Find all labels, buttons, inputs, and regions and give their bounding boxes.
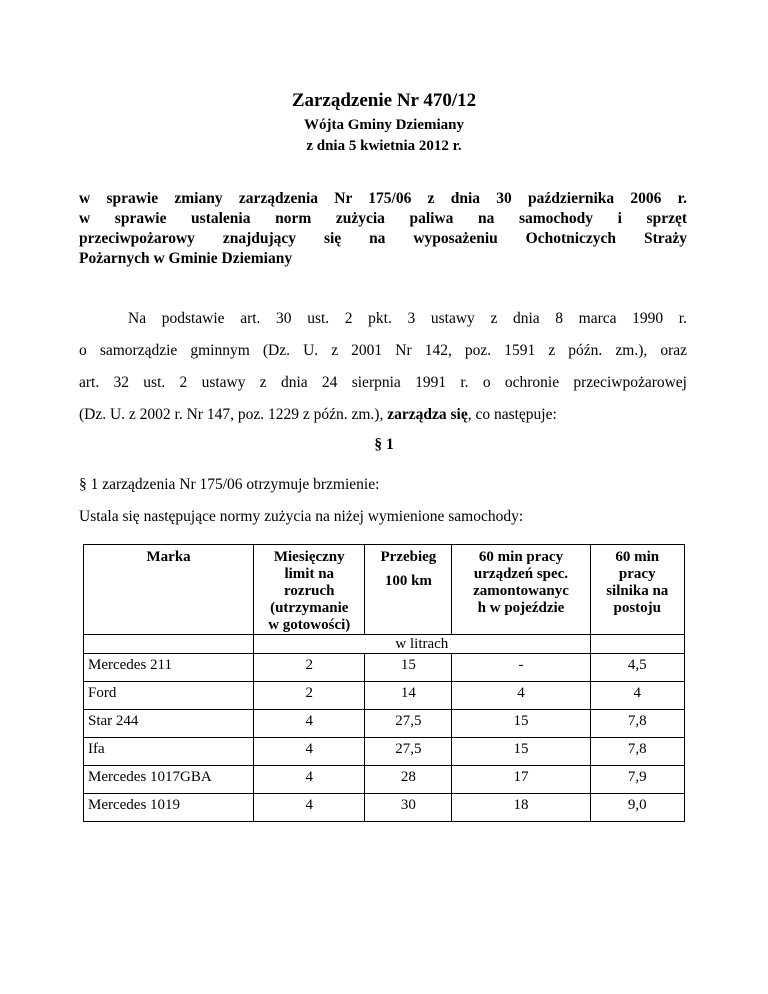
cell-marka: Mercedes 211	[84, 654, 254, 682]
cell-silnika: 7,9	[590, 766, 684, 794]
cell-limit: 2	[254, 654, 365, 682]
cell-marka: Ifa	[84, 738, 254, 766]
table-row	[84, 766, 685, 794]
table-row	[84, 738, 685, 766]
cell-marka: Mercedes 1017GBA	[84, 766, 254, 794]
header-line: (utrzymanie	[270, 600, 349, 616]
cell-przebieg: 14	[365, 682, 452, 710]
cell-limit: 4	[254, 738, 365, 766]
subject-line: przeciwpożarowy znajdujący się na wyposażeniu Ochotniczych Straży	[79, 230, 687, 247]
subject-line: w sprawie zmiany zarządzenia Nr 175/06 z dnia 30 października 2006 r.	[79, 190, 687, 207]
header-line: zamontowanyc	[473, 583, 569, 599]
table-header-row	[84, 545, 685, 635]
cell-silnika: 4	[590, 682, 684, 710]
table-row	[84, 710, 685, 738]
basis-line: Na podstawie art. 30 ust. 2 pkt. 3 ustawy z dnia 8 marca 1990 r.	[128, 310, 687, 327]
header-line: silnika na	[606, 583, 669, 599]
cell-przebieg: 15	[365, 654, 452, 682]
cell-limit: 4	[254, 710, 365, 738]
basis-bold: zarządza się	[387, 406, 468, 423]
header-przebieg	[365, 545, 452, 635]
cell-przebieg: 27,5	[365, 738, 452, 766]
section-sign: § 1	[374, 436, 394, 453]
basis-text: (Dz. U. z 2002 r. Nr 147, poz. 1229 z późn. zm.),	[79, 406, 388, 423]
header-line: 60 min	[615, 549, 660, 565]
cell-przebieg: 30	[365, 794, 452, 822]
header-line: limit na	[284, 566, 335, 582]
header-line: 60 min pracy	[478, 549, 564, 565]
basis-line	[79, 399, 687, 431]
subject-line: Pożarnych w Gminie Dziemiany	[79, 250, 293, 267]
unit-label: w litrach	[254, 635, 590, 654]
header-line: Miesięczny	[273, 549, 345, 565]
header-line: postoju	[613, 600, 662, 616]
cell-silnika: 7,8	[590, 710, 684, 738]
document-title: Zarządzenie Nr 470/12	[291, 90, 477, 111]
header-line: Przebieg	[380, 549, 437, 565]
cell-przebieg: 27,5	[365, 710, 452, 738]
cell-limit: 4	[254, 794, 365, 822]
cell-marka: Star 244	[84, 710, 254, 738]
header-line: h w pojeździe	[477, 600, 565, 616]
cell-przebieg: 28	[365, 766, 452, 794]
cell-urzadzen: 4	[452, 682, 590, 710]
unit-row	[84, 635, 685, 654]
header-line: rozruch	[283, 583, 335, 599]
cell-urzadzen: 15	[452, 710, 590, 738]
cell-limit: 4	[254, 766, 365, 794]
document-date: z dnia 5 kwietnia 2012 r.	[306, 138, 462, 154]
cell-urzadzen: 15	[452, 738, 590, 766]
cell-silnika: 4,5	[590, 654, 684, 682]
header-line: pracy	[618, 566, 656, 582]
cell-limit: 2	[254, 682, 365, 710]
header-line: w gotowości)	[268, 617, 351, 633]
cell-urzadzen: 18	[452, 794, 590, 822]
cell-marka: Ford	[84, 682, 254, 710]
section-intro: § 1 zarządzenia Nr 175/06 otrzymuje brzmienie:	[79, 476, 380, 493]
subject-line: w sprawie ustalenia norm zużycia paliwa na samochody i sprzęt	[79, 210, 687, 227]
basis-text: , co następuje:	[467, 406, 557, 423]
header-silnika	[590, 545, 684, 635]
fuel-norms-table	[83, 544, 685, 822]
header-marka: Marka	[84, 545, 254, 635]
cell-urzadzen: -	[452, 654, 590, 682]
table-row	[84, 682, 685, 710]
cell-urzadzen: 17	[452, 766, 590, 794]
table-row	[84, 794, 685, 822]
table-row	[84, 654, 685, 682]
section-text: Ustala się następujące normy zużycia na niżej wymienione samochody:	[79, 508, 524, 525]
header-line: urządzeń spec.	[473, 566, 569, 582]
cell-silnika: 7,8	[590, 738, 684, 766]
legal-basis	[79, 303, 687, 431]
cell-silnika: 9,0	[590, 794, 684, 822]
document-issuer: Wójta Gminy Dziemiany	[304, 117, 464, 133]
document-subject	[79, 189, 687, 269]
basis-line: o samorządzie gminnym (Dz. U. z 2001 Nr 142, poz. 1591 z późn. zm.), oraz	[79, 342, 687, 359]
header-urzadzen	[452, 545, 590, 635]
basis-line: art. 32 ust. 2 ustawy z dnia 24 sierpnia 1991 r. o ochronie przeciwpożarowej	[79, 374, 687, 391]
header-limit	[254, 545, 365, 635]
cell-marka: Mercedes 1019	[84, 794, 254, 822]
header-line: 100 km	[384, 573, 432, 589]
